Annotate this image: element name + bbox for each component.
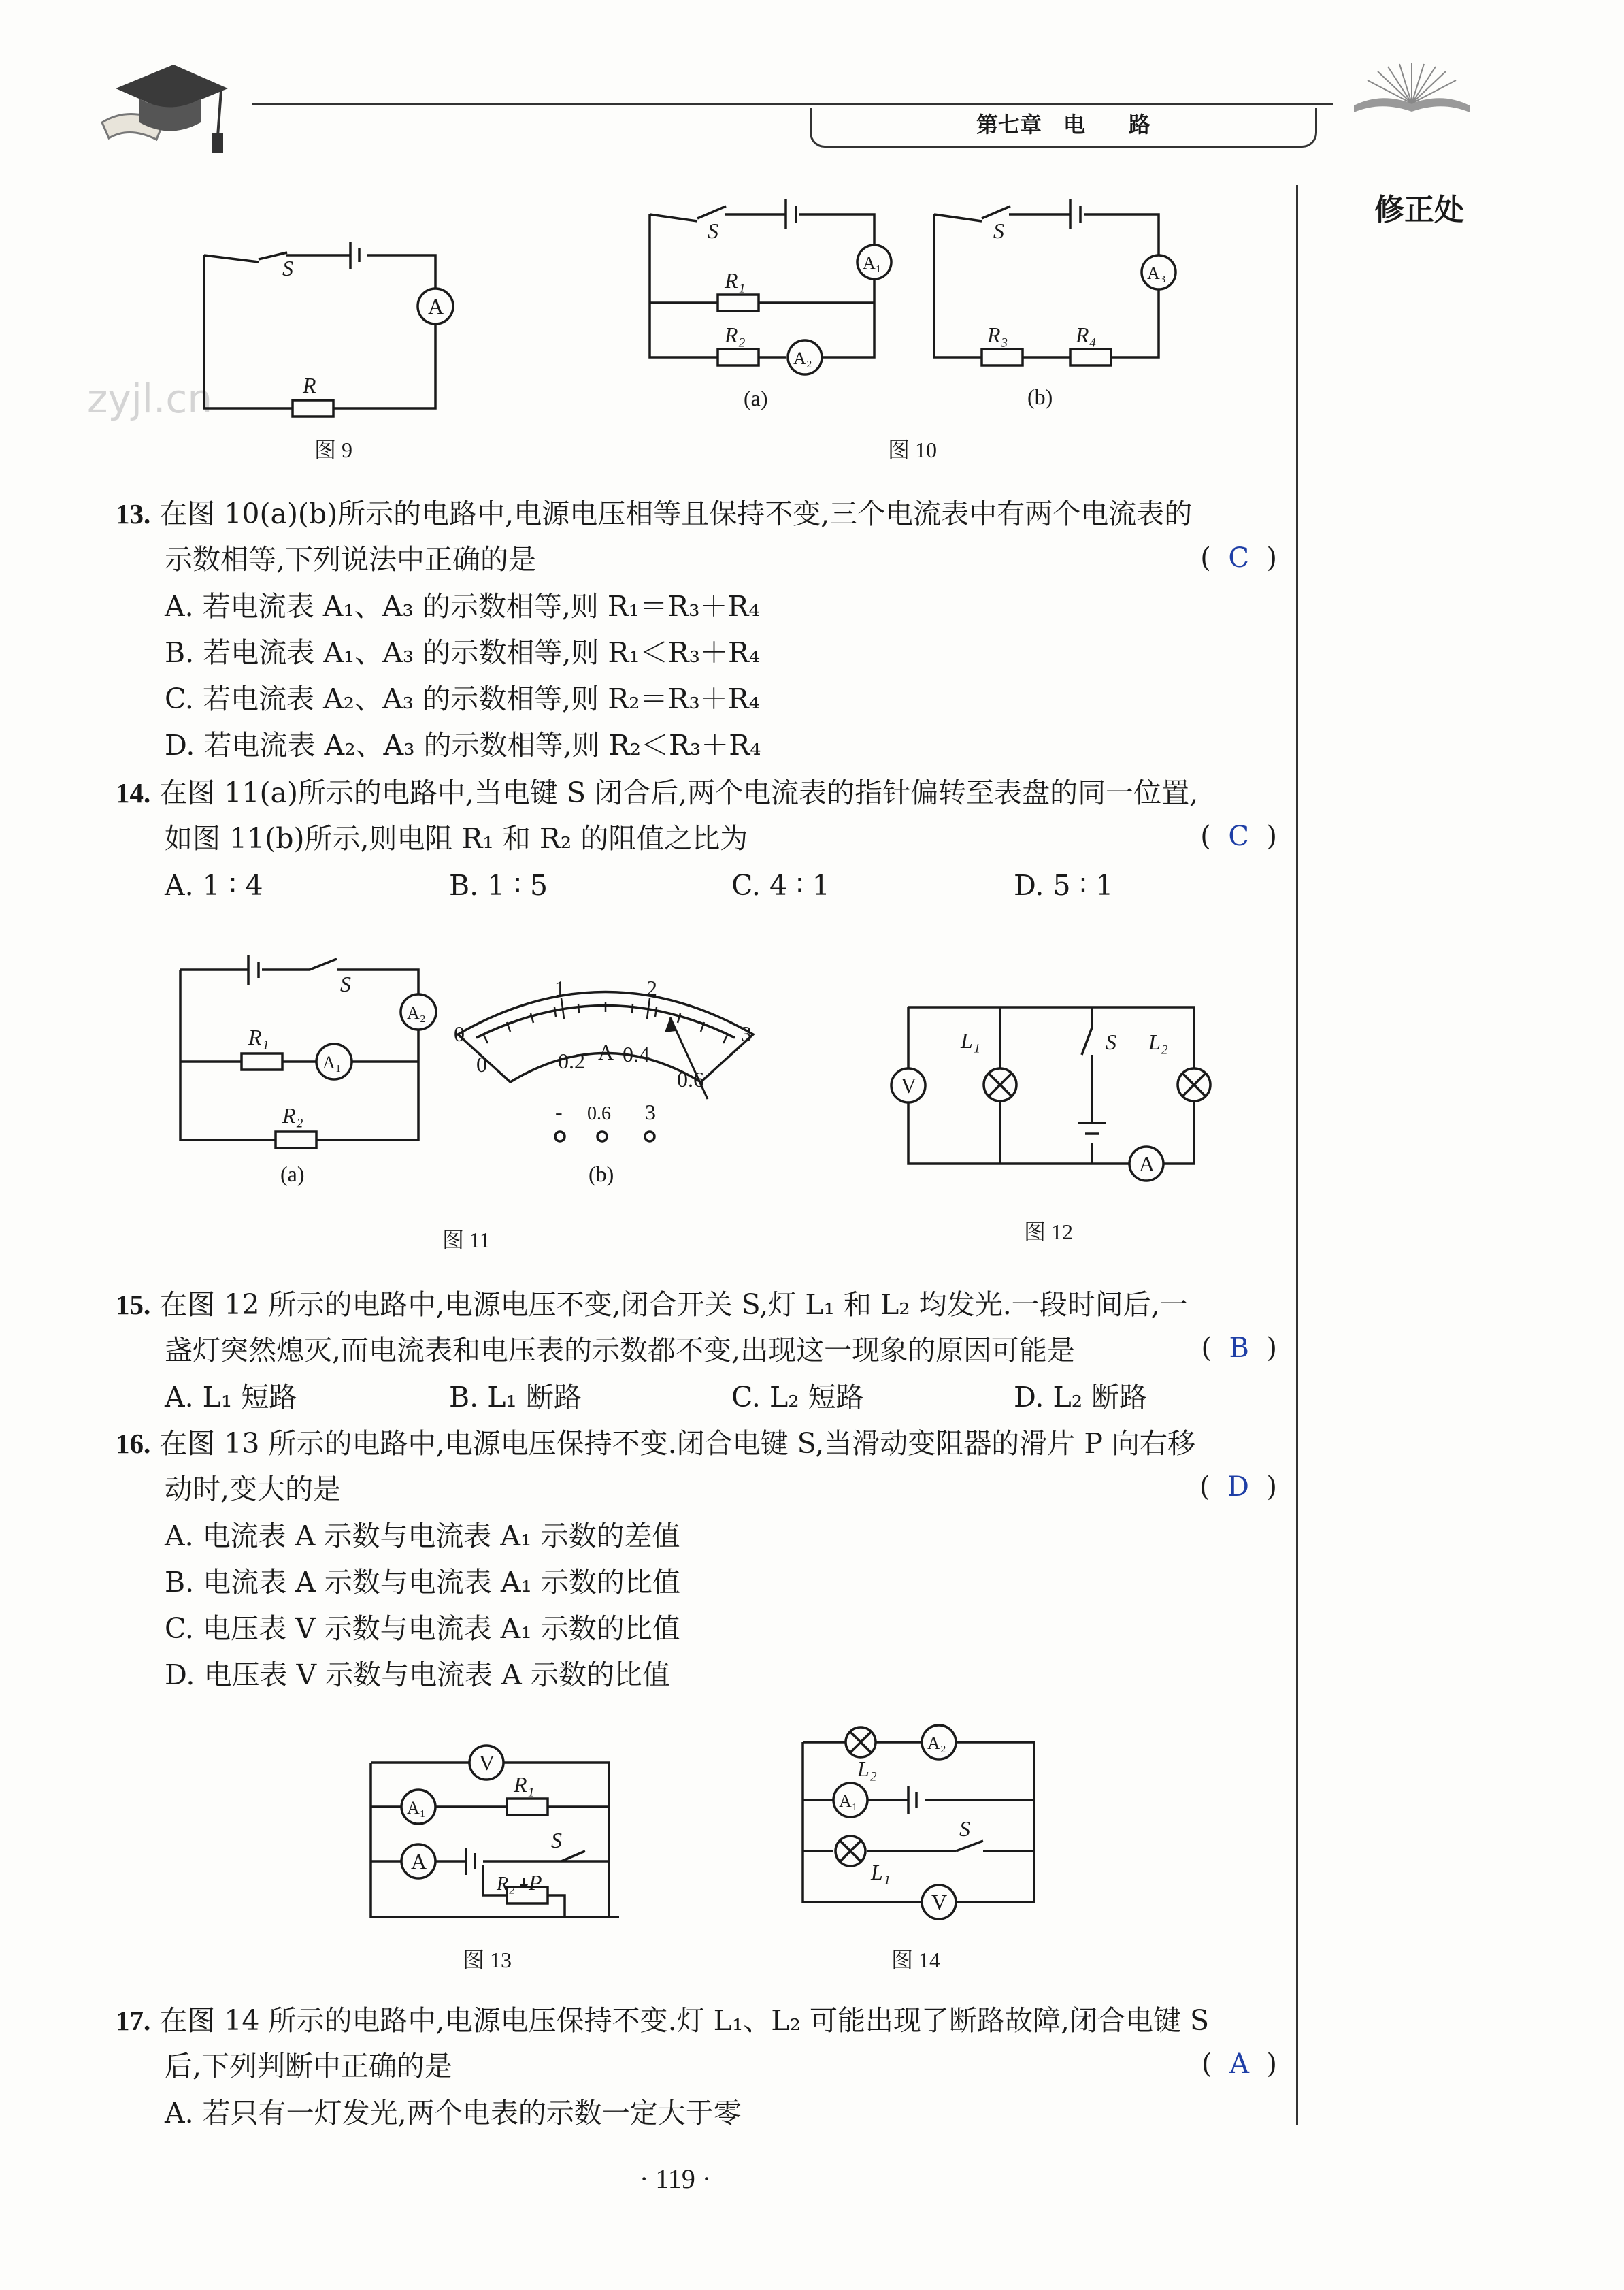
figure-11-caption: 图 11 [442, 1228, 491, 1252]
question-16-answer-letter: D [1227, 1471, 1249, 1503]
question-14-option-d: D. 5 ∶ 1 [1014, 869, 1114, 902]
margin-divider [1296, 185, 1298, 2125]
fig13-p-label: P [529, 1870, 542, 1895]
fig14-l1-label: L₁ [871, 1860, 891, 1884]
figure-10a [643, 194, 888, 371]
question-14-line2: 如图 11(b)所示,则电阻 R₁ 和 R₂ 的阻值之比为 [165, 822, 748, 855]
fig11a-a2-label: A₂ [407, 1003, 426, 1023]
fig10a-a1-label: A₁ [863, 253, 882, 273]
page-number: · 119 · [640, 2163, 712, 2194]
fig12-switch-label: S [1106, 1030, 1116, 1054]
fig12-l2-label: L₂ [1148, 1030, 1168, 1054]
question-14-option-a: A. 1 ∶ 4 [165, 869, 263, 902]
meter-upper-2: 2 [646, 976, 657, 1000]
figure-14 [793, 1722, 1051, 1919]
fig10b-r4-label: R₄ [1076, 323, 1097, 347]
question-13-number: 13. [116, 498, 151, 529]
figure-9-caption: 图 9 [314, 438, 353, 462]
figure-12 [884, 1000, 1225, 1177]
question-13-line2: 示数相等,下列说法中正确的是 [165, 543, 537, 576]
fig13-voltmeter-label: V [479, 1750, 495, 1775]
meter-lower-0: 0 [476, 1052, 487, 1077]
fig13-r1-label: R₁ [514, 1772, 535, 1797]
figure-11a [173, 949, 446, 1154]
question-13-answer: ( C ) [1200, 542, 1277, 574]
figure-11b-caption: (b) [589, 1162, 614, 1186]
question-16-answer: ( D ) [1199, 1471, 1277, 1503]
fig14-a1-label: A₁ [839, 1791, 858, 1811]
question-13-option-a: A. 若电流表 A₁、A₃ 的示数相等,则 R₁＝R₃＋R₄ [165, 590, 760, 623]
question-14-answer: ( C ) [1200, 821, 1277, 852]
figure-9 [197, 235, 449, 425]
fig13-r2-label: R₂ [497, 1874, 515, 1895]
meter-upper-3: 3 [741, 1021, 752, 1046]
fig9-resistor-label: R [303, 373, 316, 397]
meter-upper-0: 0 [454, 1021, 465, 1046]
question-14-number: 14. [116, 777, 151, 808]
question-17-line2: 后,下列判断中正确的是 [165, 2050, 453, 2082]
question-16 [116, 1426, 1195, 1460]
meter-lower-0-6: 0.6 [677, 1067, 704, 1092]
fig10b-a3-label: A₃ [1147, 263, 1166, 283]
question-15-line1: 在图 12 所示的电路中,电源电压不变,闭合开关 S,灯 L₁ 和 L₂ 均发光.一段时间后,一 [159, 1288, 1188, 1321]
question-15-answer: ( B ) [1201, 1332, 1277, 1364]
figure-14-caption: 图 14 [891, 1948, 941, 1972]
question-14-option-c: C. 4 ∶ 1 [731, 869, 830, 902]
fig9-switch-label: S [282, 256, 293, 280]
question-17-answer-letter: A [1229, 2048, 1249, 2080]
graduation-cap-icon [88, 58, 238, 160]
fig14-switch-label: S [959, 1816, 970, 1841]
fig10a-switch-label: S [708, 218, 718, 243]
meter-upper-1: 1 [554, 976, 565, 1000]
fig12-l1-label: L₁ [961, 1028, 980, 1053]
fig10b-r3-label: R₃ [987, 323, 1008, 347]
question-17-option-a: A. 若只有一灯发光,两个电表的示数一定大于零 [165, 2097, 742, 2129]
question-13-option-c: C. 若电流表 A₂、A₃ 的示数相等,则 R₂＝R₃＋R₄ [165, 683, 761, 715]
question-14-answer-letter: C [1228, 821, 1249, 852]
question-13-line1: 在图 10(a)(b)所示的电路中,电源电压相等且保持不变,三个电流表中有两个电流表的 [159, 497, 1193, 530]
figure-13-caption: 图 13 [463, 1948, 512, 1972]
meter-unit: A [598, 1040, 614, 1064]
fig14-a2-label: A₂ [927, 1733, 946, 1753]
fig10b-switch-label: S [993, 218, 1004, 243]
figure-12-caption: 图 12 [1024, 1220, 1074, 1244]
question-16-number: 16. [116, 1428, 151, 1459]
question-14-line1: 在图 11(a)所示的电路中,当电键 S 闭合后,两个电流表的指针偏转至表盘的同一位置, [159, 776, 1199, 809]
figure-10b-caption: (b) [1027, 385, 1053, 409]
question-13-option-b: B. 若电流表 A₁、A₃ 的示数相等,则 R₁＜R₃＋R₄ [165, 636, 761, 669]
fig11a-r2-label: R₂ [282, 1103, 303, 1128]
fig10a-a2-label: A₂ [793, 348, 812, 368]
question-15-option-c: C. L₂ 短路 [731, 1381, 864, 1413]
question-15-line2: 盏灯突然熄灭,而电流表和电压表的示数都不变,出现这一现象的原因可能是 [165, 1334, 1076, 1367]
figure-13 [361, 1739, 619, 1929]
figure-11a-caption: (a) [280, 1162, 305, 1186]
question-16-option-d: D. 电压表 V 示数与电流表 A 示数的比值 [165, 1658, 670, 1691]
open-book-icon [1350, 61, 1473, 116]
fig14-voltmeter-label: V [931, 1890, 948, 1914]
margin-title: 修正处 [1374, 193, 1464, 227]
question-15-answer-letter: B [1229, 1332, 1249, 1364]
question-13-answer-letter: C [1228, 542, 1249, 574]
fig11a-r1-label: R₁ [248, 1025, 269, 1049]
question-17-answer: ( A ) [1202, 2048, 1277, 2080]
meter-lower-0-2: 0.2 [558, 1049, 585, 1073]
question-17 [116, 2003, 1209, 2038]
fig12-voltmeter-label: V [901, 1073, 917, 1098]
meter-terminal-0-6: 0.6 [587, 1103, 611, 1124]
question-15-option-b: B. L₁ 断路 [449, 1381, 582, 1413]
figure-10-caption: 图 10 [888, 438, 938, 462]
fig9-ammeter-label: A [428, 294, 444, 318]
question-15-option-a: A. L₁ 短路 [165, 1381, 297, 1413]
fig11a-switch-label: S [340, 972, 351, 996]
meter-terminal-3: 3 [645, 1100, 656, 1124]
fig13-switch-label: S [551, 1828, 562, 1852]
question-16-option-c: C. 电压表 V 示数与电流表 A₁ 示数的比值 [165, 1612, 680, 1645]
figure-10b [927, 194, 1172, 371]
fig13-a1-label: A₁ [407, 1798, 426, 1818]
fig10a-r2-label: R₂ [725, 323, 746, 347]
question-13-option-d: D. 若电流表 A₂、A₃ 的示数相等,则 R₂＜R₃＋R₄ [165, 729, 761, 762]
chapter-title: 第七章 电 路 [976, 112, 1150, 137]
fig10a-r1-label: R₁ [725, 268, 746, 293]
question-17-number: 17. [116, 2005, 151, 2036]
fig14-l2-label: L₂ [857, 1756, 877, 1781]
question-17-line1: 在图 14 所示的电路中,电源电压保持不变.灯 L₁、L₂ 可能出现了断路故障,闭合电键 S [159, 2004, 1210, 2037]
question-15-number: 15. [116, 1289, 151, 1320]
question-15-option-d: D. L₂ 断路 [1014, 1381, 1148, 1413]
meter-lower-0-4: 0.4 [623, 1042, 650, 1066]
question-14 [116, 776, 1198, 810]
question-14-option-b: B. 1 ∶ 5 [449, 869, 548, 902]
header-rule [252, 103, 1333, 105]
fig11a-a1-label: A₁ [322, 1053, 342, 1073]
question-15 [116, 1288, 1188, 1322]
question-16-line1: 在图 13 所示的电路中,电源电压保持不变.闭合电键 S,当滑动变阻器的滑片 P 向右移 [159, 1427, 1195, 1460]
fig13-ammeter-label: A [411, 1849, 427, 1874]
watermark: zyjl.cn [87, 376, 213, 422]
meter-terminal-minus: - [555, 1100, 563, 1124]
fig12-ammeter-label: A [1139, 1151, 1155, 1176]
question-16-option-b: B. 电流表 A 示数与电流表 A₁ 示数的比值 [165, 1566, 680, 1599]
question-16-option-a: A. 电流表 A 示数与电流表 A₁ 示数的差值 [165, 1520, 680, 1552]
question-16-line2: 动时,变大的是 [165, 1473, 342, 1505]
figure-11b-meter [446, 970, 765, 1154]
question-13 [116, 497, 1192, 531]
figure-10a-caption: (a) [744, 386, 768, 410]
